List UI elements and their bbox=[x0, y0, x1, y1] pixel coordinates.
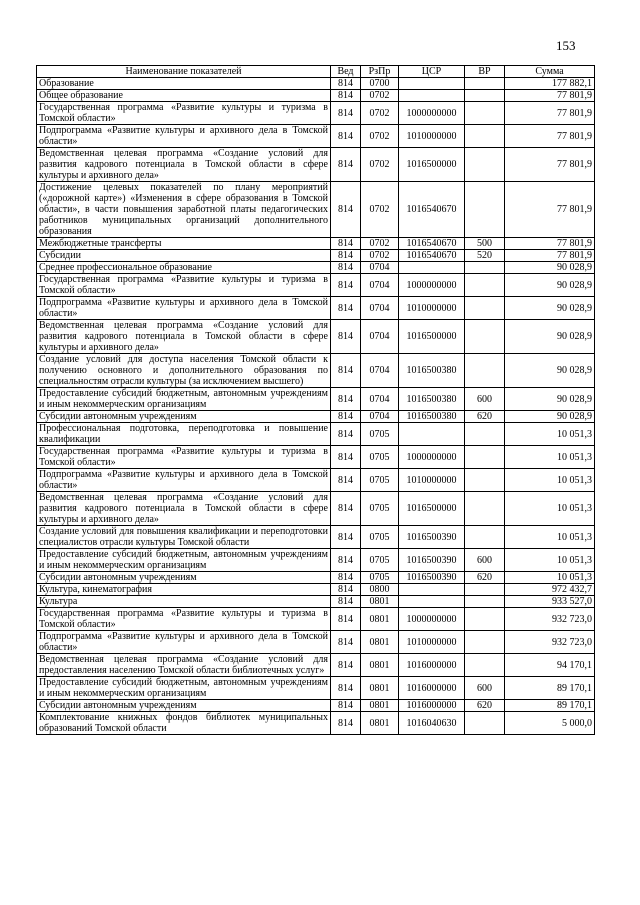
budget-table bbox=[36, 65, 595, 735]
cell-ved: 814 bbox=[331, 712, 361, 735]
cell-sum: 177 882,1 bbox=[505, 78, 595, 90]
table-row bbox=[37, 469, 595, 492]
cell-vr bbox=[465, 148, 505, 182]
cell-sum: 89 170,1 bbox=[505, 700, 595, 712]
cell-vr bbox=[465, 320, 505, 354]
cell-vr bbox=[465, 90, 505, 102]
cell-ved: 814 bbox=[331, 388, 361, 411]
cell-csr: 1016540670 bbox=[399, 238, 465, 250]
cell-vr bbox=[465, 182, 505, 238]
cell-vr bbox=[465, 297, 505, 320]
cell-ved: 814 bbox=[331, 125, 361, 148]
table-row bbox=[37, 712, 595, 735]
cell-name: Государственная программа «Развитие культуры и туризма в Томской области» bbox=[37, 274, 331, 297]
cell-rzpr: 0705 bbox=[361, 572, 399, 584]
cell-ved: 814 bbox=[331, 78, 361, 90]
cell-vr bbox=[465, 712, 505, 735]
table-row bbox=[37, 654, 595, 677]
cell-vr: 620 bbox=[465, 411, 505, 423]
table-row bbox=[37, 297, 595, 320]
cell-csr: 1000000000 bbox=[399, 608, 465, 631]
cell-rzpr: 0702 bbox=[361, 238, 399, 250]
cell-vr: 620 bbox=[465, 572, 505, 584]
cell-name: Государственная программа «Развитие культуры и туризма в Томской области» bbox=[37, 102, 331, 125]
cell-sum: 972 432,7 bbox=[505, 584, 595, 596]
table-row bbox=[37, 596, 595, 608]
cell-sum: 90 028,9 bbox=[505, 262, 595, 274]
cell-sum: 77 801,9 bbox=[505, 125, 595, 148]
cell-ved: 814 bbox=[331, 423, 361, 446]
cell-ved: 814 bbox=[331, 102, 361, 125]
cell-ved: 814 bbox=[331, 549, 361, 572]
cell-name: Культура, кинематография bbox=[37, 584, 331, 596]
table-row bbox=[37, 411, 595, 423]
table-row bbox=[37, 354, 595, 388]
cell-rzpr: 0700 bbox=[361, 78, 399, 90]
column-header-vr: ВР bbox=[465, 66, 505, 78]
cell-sum: 10 051,3 bbox=[505, 446, 595, 469]
cell-sum: 77 801,9 bbox=[505, 102, 595, 125]
cell-vr bbox=[465, 78, 505, 90]
table-row bbox=[37, 584, 595, 596]
cell-sum: 933 527,0 bbox=[505, 596, 595, 608]
cell-csr: 1016040630 bbox=[399, 712, 465, 735]
cell-name: Создание условий для повышения квалификации и переподготовки специалистов отрасли культуры Томской области bbox=[37, 526, 331, 549]
cell-rzpr: 0801 bbox=[361, 700, 399, 712]
cell-ved: 814 bbox=[331, 654, 361, 677]
cell-csr bbox=[399, 262, 465, 274]
cell-sum: 932 723,0 bbox=[505, 608, 595, 631]
table-row bbox=[37, 700, 595, 712]
cell-ved: 814 bbox=[331, 469, 361, 492]
cell-rzpr: 0801 bbox=[361, 677, 399, 700]
cell-sum: 77 801,9 bbox=[505, 250, 595, 262]
cell-rzpr: 0705 bbox=[361, 469, 399, 492]
cell-rzpr: 0705 bbox=[361, 492, 399, 526]
table-row bbox=[37, 274, 595, 297]
cell-vr bbox=[465, 125, 505, 148]
cell-vr bbox=[465, 102, 505, 125]
cell-ved: 814 bbox=[331, 238, 361, 250]
cell-rzpr: 0702 bbox=[361, 182, 399, 238]
table-row bbox=[37, 182, 595, 238]
table-row bbox=[37, 492, 595, 526]
table-row bbox=[37, 262, 595, 274]
cell-csr: 1016500380 bbox=[399, 354, 465, 388]
cell-name: Субсидии bbox=[37, 250, 331, 262]
cell-name: Государственная программа «Развитие культуры и туризма в Томской области» bbox=[37, 446, 331, 469]
table-row bbox=[37, 90, 595, 102]
cell-rzpr: 0702 bbox=[361, 125, 399, 148]
cell-vr bbox=[465, 274, 505, 297]
cell-csr: 1016540670 bbox=[399, 182, 465, 238]
cell-name: Достижение целевых показателей по плану мероприятий («дорожной карте») «Изменения в сфере образования в Томской области», в части повышения заработной платы педагогических работников муниципальных организаций дополнительного образования bbox=[37, 182, 331, 238]
page-number: 153 bbox=[556, 38, 576, 53]
cell-sum: 10 051,3 bbox=[505, 423, 595, 446]
cell-ved: 814 bbox=[331, 700, 361, 712]
cell-ved: 814 bbox=[331, 596, 361, 608]
column-header-name: Наименование показателей bbox=[37, 66, 331, 78]
table-row bbox=[37, 102, 595, 125]
table-row bbox=[37, 631, 595, 654]
cell-vr: 600 bbox=[465, 677, 505, 700]
table-row bbox=[37, 608, 595, 631]
cell-vr bbox=[465, 446, 505, 469]
column-header-sum: Сумма bbox=[505, 66, 595, 78]
cell-csr bbox=[399, 78, 465, 90]
cell-rzpr: 0705 bbox=[361, 549, 399, 572]
cell-csr: 1010000000 bbox=[399, 631, 465, 654]
cell-ved: 814 bbox=[331, 320, 361, 354]
cell-rzpr: 0702 bbox=[361, 102, 399, 125]
cell-csr: 1016000000 bbox=[399, 700, 465, 712]
cell-sum: 10 051,3 bbox=[505, 549, 595, 572]
cell-vr bbox=[465, 492, 505, 526]
cell-vr bbox=[465, 654, 505, 677]
cell-vr bbox=[465, 608, 505, 631]
column-header-rzpr: РзПр bbox=[361, 66, 399, 78]
table-row bbox=[37, 526, 595, 549]
table-row bbox=[37, 250, 595, 262]
cell-ved: 814 bbox=[331, 677, 361, 700]
cell-csr bbox=[399, 584, 465, 596]
cell-vr bbox=[465, 631, 505, 654]
cell-sum: 10 051,3 bbox=[505, 492, 595, 526]
cell-csr: 1000000000 bbox=[399, 274, 465, 297]
cell-csr: 1000000000 bbox=[399, 102, 465, 125]
table-row bbox=[37, 549, 595, 572]
cell-rzpr: 0704 bbox=[361, 320, 399, 354]
cell-ved: 814 bbox=[331, 584, 361, 596]
cell-csr: 1010000000 bbox=[399, 297, 465, 320]
cell-vr bbox=[465, 423, 505, 446]
cell-name: Создание условий для доступа населения Томской области к получению основного и дополнительного образования по специальностям отрасли культуры (за исключением высшего) bbox=[37, 354, 331, 388]
table-row bbox=[37, 320, 595, 354]
cell-rzpr: 0801 bbox=[361, 596, 399, 608]
cell-ved: 814 bbox=[331, 90, 361, 102]
cell-sum: 90 028,9 bbox=[505, 274, 595, 297]
cell-name: Субсидии автономным учреждениям bbox=[37, 572, 331, 584]
cell-name: Подпрограмма «Развитие культуры и архивного дела в Томской области» bbox=[37, 297, 331, 320]
cell-vr bbox=[465, 262, 505, 274]
cell-sum: 94 170,1 bbox=[505, 654, 595, 677]
cell-csr: 1016500390 bbox=[399, 549, 465, 572]
table-row bbox=[37, 148, 595, 182]
cell-csr: 1016540670 bbox=[399, 250, 465, 262]
cell-vr: 500 bbox=[465, 238, 505, 250]
cell-name: Подпрограмма «Развитие культуры и архивного дела в Томской области» bbox=[37, 631, 331, 654]
table-row bbox=[37, 388, 595, 411]
cell-name: Предоставление субсидий бюджетным, автономным учреждениям и иным некоммерческим организациям bbox=[37, 677, 331, 700]
table-row bbox=[37, 572, 595, 584]
cell-csr: 1016500380 bbox=[399, 388, 465, 411]
cell-csr: 1016000000 bbox=[399, 654, 465, 677]
cell-ved: 814 bbox=[331, 631, 361, 654]
cell-ved: 814 bbox=[331, 354, 361, 388]
cell-name: Субсидии автономным учреждениям bbox=[37, 411, 331, 423]
cell-name: Ведомственная целевая программа «Создание условий для развития кадрового потенциала в Томской области в сфере культуры и архивного дела» bbox=[37, 320, 331, 354]
cell-vr bbox=[465, 526, 505, 549]
cell-ved: 814 bbox=[331, 608, 361, 631]
cell-csr: 1016500000 bbox=[399, 492, 465, 526]
cell-ved: 814 bbox=[331, 297, 361, 320]
cell-sum: 77 801,9 bbox=[505, 90, 595, 102]
cell-vr: 600 bbox=[465, 388, 505, 411]
cell-vr: 620 bbox=[465, 700, 505, 712]
table-body bbox=[37, 78, 595, 735]
cell-name: Предоставление субсидий бюджетным, автономным учреждениям и иным некоммерческим организациям bbox=[37, 388, 331, 411]
cell-sum: 10 051,3 bbox=[505, 572, 595, 584]
cell-rzpr: 0702 bbox=[361, 250, 399, 262]
cell-name: Комплектование книжных фондов библиотек муниципальных образований Томской области bbox=[37, 712, 331, 735]
table-row bbox=[37, 446, 595, 469]
table-header-row bbox=[37, 66, 595, 78]
cell-csr: 1010000000 bbox=[399, 125, 465, 148]
cell-rzpr: 0704 bbox=[361, 262, 399, 274]
cell-name: Межбюджетные трансферты bbox=[37, 238, 331, 250]
cell-vr bbox=[465, 584, 505, 596]
cell-vr bbox=[465, 469, 505, 492]
cell-ved: 814 bbox=[331, 182, 361, 238]
cell-csr bbox=[399, 423, 465, 446]
cell-ved: 814 bbox=[331, 148, 361, 182]
cell-sum: 77 801,9 bbox=[505, 238, 595, 250]
cell-sum: 10 051,3 bbox=[505, 469, 595, 492]
cell-rzpr: 0801 bbox=[361, 631, 399, 654]
cell-name: Ведомственная целевая программа «Создание условий для развития кадрового потенциала в Томской области в сфере культуры и архивного дела» bbox=[37, 148, 331, 182]
cell-rzpr: 0705 bbox=[361, 423, 399, 446]
cell-ved: 814 bbox=[331, 572, 361, 584]
cell-sum: 89 170,1 bbox=[505, 677, 595, 700]
table-row bbox=[37, 423, 595, 446]
cell-rzpr: 0801 bbox=[361, 654, 399, 677]
cell-sum: 90 028,9 bbox=[505, 354, 595, 388]
cell-ved: 814 bbox=[331, 526, 361, 549]
cell-name: Профессиональная подготовка, переподготовка и повышение квалификации bbox=[37, 423, 331, 446]
cell-csr: 1016500390 bbox=[399, 526, 465, 549]
cell-csr: 1016500390 bbox=[399, 572, 465, 584]
cell-ved: 814 bbox=[331, 446, 361, 469]
column-header-csr: ЦСР bbox=[399, 66, 465, 78]
cell-vr: 520 bbox=[465, 250, 505, 262]
cell-name: Ведомственная целевая программа «Создание условий для предоставления населению Томской области библиотечных услуг» bbox=[37, 654, 331, 677]
cell-csr: 1016000000 bbox=[399, 677, 465, 700]
table-row bbox=[37, 677, 595, 700]
cell-sum: 90 028,9 bbox=[505, 297, 595, 320]
cell-ved: 814 bbox=[331, 411, 361, 423]
cell-name: Образование bbox=[37, 78, 331, 90]
cell-ved: 814 bbox=[331, 250, 361, 262]
cell-name: Общее образование bbox=[37, 90, 331, 102]
cell-name: Предоставление субсидий бюджетным, автономным учреждениям и иным некоммерческим организациям bbox=[37, 549, 331, 572]
cell-csr: 1016500380 bbox=[399, 411, 465, 423]
cell-name: Ведомственная целевая программа «Создание условий для развития кадрового потенциала в Томской области в сфере культуры и архивного дела» bbox=[37, 492, 331, 526]
cell-ved: 814 bbox=[331, 492, 361, 526]
cell-sum: 77 801,9 bbox=[505, 148, 595, 182]
cell-csr bbox=[399, 596, 465, 608]
cell-name: Субсидии автономным учреждениям bbox=[37, 700, 331, 712]
cell-name: Подпрограмма «Развитие культуры и архивного дела в Томской области» bbox=[37, 125, 331, 148]
cell-rzpr: 0704 bbox=[361, 274, 399, 297]
table-row bbox=[37, 125, 595, 148]
cell-csr: 1016500000 bbox=[399, 320, 465, 354]
cell-vr: 600 bbox=[465, 549, 505, 572]
cell-rzpr: 0702 bbox=[361, 148, 399, 182]
table-row bbox=[37, 238, 595, 250]
table-row bbox=[37, 78, 595, 90]
cell-rzpr: 0801 bbox=[361, 608, 399, 631]
cell-name: Государственная программа «Развитие культуры и туризма в Томской области» bbox=[37, 608, 331, 631]
cell-csr: 1016500000 bbox=[399, 148, 465, 182]
cell-rzpr: 0801 bbox=[361, 712, 399, 735]
cell-sum: 932 723,0 bbox=[505, 631, 595, 654]
cell-rzpr: 0705 bbox=[361, 526, 399, 549]
cell-sum: 90 028,9 bbox=[505, 320, 595, 354]
cell-sum: 90 028,9 bbox=[505, 388, 595, 411]
cell-sum: 5 000,0 bbox=[505, 712, 595, 735]
cell-ved: 814 bbox=[331, 262, 361, 274]
cell-rzpr: 0705 bbox=[361, 446, 399, 469]
cell-vr bbox=[465, 354, 505, 388]
cell-rzpr: 0704 bbox=[361, 354, 399, 388]
cell-ved: 814 bbox=[331, 274, 361, 297]
cell-vr bbox=[465, 596, 505, 608]
cell-rzpr: 0704 bbox=[361, 411, 399, 423]
cell-sum: 90 028,9 bbox=[505, 411, 595, 423]
cell-name: Подпрограмма «Развитие культуры и архивного дела в Томской области» bbox=[37, 469, 331, 492]
cell-rzpr: 0702 bbox=[361, 90, 399, 102]
cell-name: Культура bbox=[37, 596, 331, 608]
cell-rzpr: 0704 bbox=[361, 297, 399, 320]
cell-csr: 1000000000 bbox=[399, 446, 465, 469]
cell-rzpr: 0704 bbox=[361, 388, 399, 411]
cell-csr bbox=[399, 90, 465, 102]
cell-name: Среднее профессиональное образование bbox=[37, 262, 331, 274]
cell-sum: 77 801,9 bbox=[505, 182, 595, 238]
cell-sum: 10 051,3 bbox=[505, 526, 595, 549]
cell-rzpr: 0800 bbox=[361, 584, 399, 596]
column-header-ved: Вед bbox=[331, 66, 361, 78]
cell-csr: 1010000000 bbox=[399, 469, 465, 492]
